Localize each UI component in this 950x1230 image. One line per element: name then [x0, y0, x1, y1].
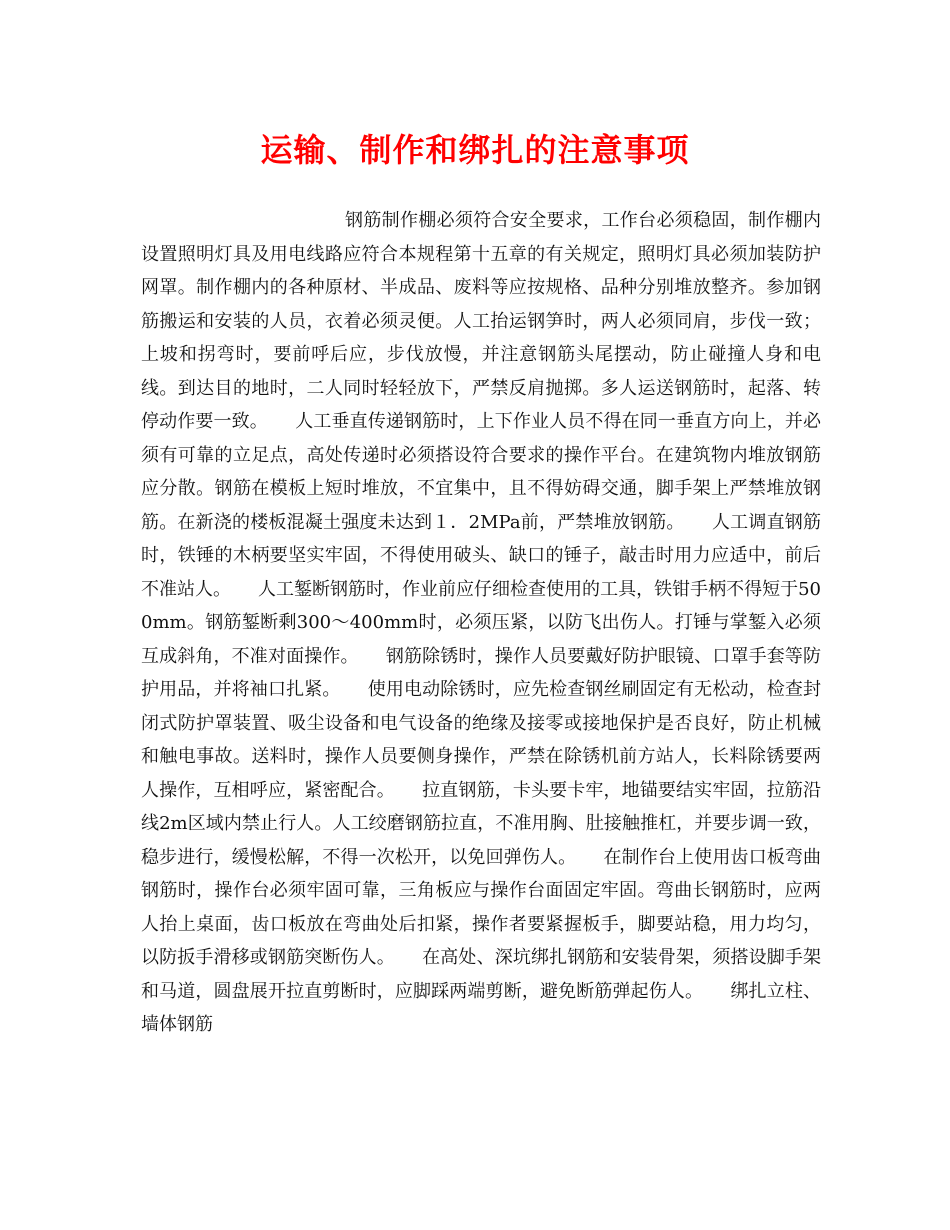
document-title: 运输、制作和绑扎的注意事项: [260, 131, 690, 169]
document-body: 钢筋制作棚必须符合安全要求，工作台必须稳固，制作棚内设置照明灯具及用电线路应符合本规程第十五章的有关规定，照明灯具必须加装防护网罩。制作棚内的各种原材、半成品、废料等应按规格、品种分别堆放整齐。参加钢筋搬运和安装的人员，衣着必须灵便。人工抬运钢笋时，两人必须同肩，步伐一致；上坡和拐弯时，要前呼后应，步伐放慢，并注意钢筋头尾摆动，防止碰撞人身和电线。到达目的地时，二人同时轻轻放下，严禁反肩抛掷。多人运送钢筋时，起落、转停动作要一致。 人工垂直传递钢筋时，上下作业人员不得在同一垂直方向上，并必须有可靠的立足点，高处传递时必须搭设符合要求的操作平台。在建筑物内堆放钢筋应分散。钢筋在模板上短时堆放，不宜集中，且不得妨碍交通，脚手架上严禁堆放钢筋。在新浇的楼板混凝土强度未达到１．2MPa前，严禁堆放钢筋。 人工调直钢筋时，铁锤的木柄要坚实牢固，不得使用破头、缺口的锤子，敲击时用力应适中，前后不准站人。 人工錾断钢筋时，作业前应仔细检查使用的工具，铁钳手柄不得短于500mm。钢筋錾断剩300～400mm时，必须压紧，以防飞出伤人。打锤与掌錾入必须互成斜角，不准对面操作。 钢筋除锈时，操作人员要戴好防护眼镜、口罩手套等防护用品，并将袖口扎紧。 使用电动除锈时，应先检查钢丝刷固定有无松动，检查封闭式防护罩装置、吸尘设备和电气设备的绝缘及接零或接地保护是否良好，防止机械和触电事故。送料时，操作人员要侧身操作，严禁在除锈机前方站人，长料除锈要两人操作，互相呼应，紧密配合。 拉直钢筋，卡头要卡牢，地锚要结实牢固，拉筋沿线2m区域内禁止行人。人工绞磨钢筋拉直，不准用胸、肚接触推杠，并要步调一致，稳步进行，缓慢松解，不得一次松开，以免回弹伤人。 在制作台上使用齿口板弯曲钢筋时，操作台必须牢固可靠，三角板应与操作台面固定牢固。弯曲长钢筋时，应两人抬上桌面，齿口板放在弯曲处后扣紧，操作者要紧握板手，脚要站稳，用力均匀，以防扳手滑移或钢筋突断伤人。 在高处、深坑绑扎钢筋和安装骨架，须搭设脚手架和马道，圆盘展开拉直剪断时，应脚踩两端剪断，避免断筋弹起伤人。 绑扎立柱、墙体钢筋: [141, 210, 821, 1035]
